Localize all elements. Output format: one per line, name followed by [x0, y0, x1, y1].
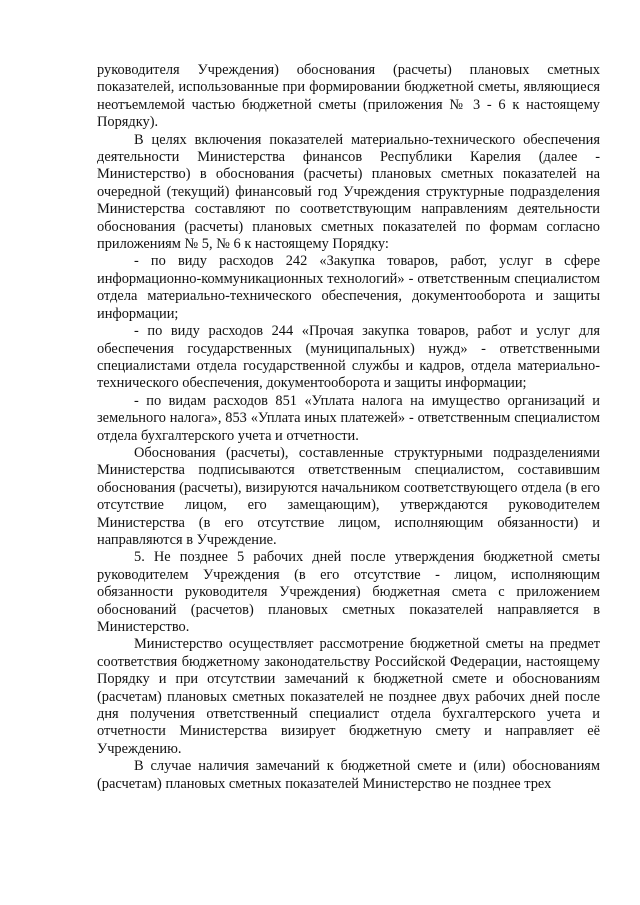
list-item-expense-244: - по виду расходов 244 «Прочая закупка товаров, работ и услуг для обеспечения государственных (муниципальных) нужд» - ответственными специалистами отдела государственной службы и кадров, отдела материально-технического обеспечения, документооборота и защиты информации; — [97, 323, 600, 392]
paragraph-ministry-review: Министерство осуществляет рассмотрение бюджетной сметы на предмет соответствия бюджетному законодательству Российской Федерации, настоящему Порядку и при отсутствии замечаний к бюджетной смете и обоснованиям (расчетам) плановых сметных показателей не позднее двух рабочих дней после дня получения ответственный специалист отдела бухгалтерского учета и отчетности Министерства визирует бюджетную смету и направляет её Учреждению. — [97, 636, 600, 757]
list-item-expense-851-853: - по видам расходов 851 «Уплата налога на имущество организаций и земельного налога», 853 «Уплата иных платежей» - ответственным специалистом отдела бухгалтерского учета и отчетности. — [97, 392, 600, 444]
paragraph-remarks: В случае наличия замечаний к бюджетной смете и (или) обоснованиям (расчетам) плановых сметных показателей Министерство не позднее трех — [97, 758, 600, 792]
paragraph-item-5: 5. Не позднее 5 рабочих дней после утверждения бюджетной сметы руководителем Учреждения (в его отсутствие - лицом, исполняющим обязанности руководителя Учреждения) бюджетная смета с приложением обоснований (расчетов) плановых сметных показателей направляется в Министерство. — [97, 549, 600, 635]
paragraph-signing-procedure: Обоснования (расчеты), составленные структурными подразделениями Министерства подписываются ответственным специалистом, составившим обоснования (расчеты), визируются начальником соответствующего отдела (в его отсутствие лицом, его замещающим), утверждаются руководителем Министерства (в его отсутствие лицом, исполняющим обязанности) и направляются в Учреждение. — [97, 444, 600, 548]
list-item-expense-242: - по виду расходов 242 «Закупка товаров, работ, услуг в сфере информационно-коммуникационных технологий» - ответственным специалистом отдела материально-технического обеспечения, документооборота и защиты информации; — [97, 253, 600, 322]
paragraph-justification-docs: руководителя Учреждения) обоснования (расчеты) плановых сметных показателей, использованные при формировании бюджетной сметы, являющиеся неотъемлемой частью бюджетной сметы (приложения № 3 - 6 к настоящему Порядку). — [97, 62, 600, 131]
document-page — [97, 62, 600, 793]
paragraph-material-support: В целях включения показателей материально-технического обеспечения деятельности Министерства финансов Республики Карелия (далее - Министерство) в обоснования (расчеты) плановых сметных показателей на очередной (текущий) финансовый год Учреждения структурные подразделения Министерства составляют по соответствующим направлениям деятельности обоснования (расчеты) плановых сметных показателей по формам согласно приложениям № 5, № 6 к настоящему Порядку: — [97, 131, 600, 253]
